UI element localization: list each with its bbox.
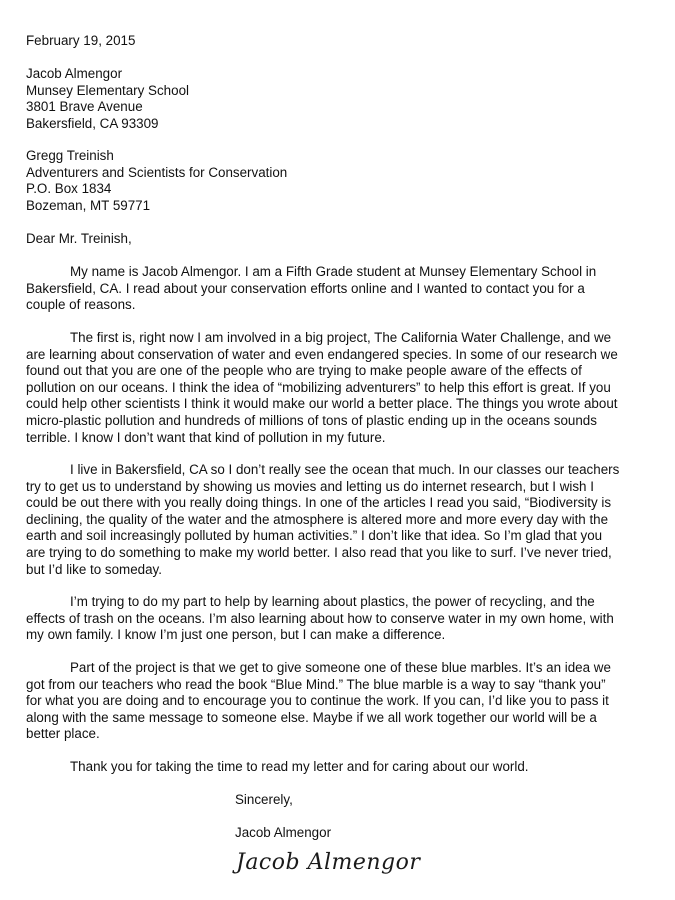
paragraph-line: could help other scientists I think it would make our world a better place. The things you wrote about [26, 396, 618, 412]
signer-name: Jacob Almengor [235, 825, 332, 840]
paragraph-line: are trying to do something to make my world better. I also read that you like to surf. I’ve never tried, [26, 544, 612, 560]
paragraph-line: but I’d like to someday. [26, 561, 162, 577]
recipient-line: Bozeman, MT 59771 [26, 197, 151, 213]
recipient-address [26, 148, 656, 214]
paragraph-line: I’m trying to do my part to help by learning about plastics, the power of recycling, and the [70, 594, 595, 609]
sender-line: Jacob Almengor [26, 66, 123, 81]
paragraph-line: found out that you are one of the people who are trying to make people aware of the effects of [26, 363, 582, 379]
paragraph-line: effects of trash on the oceans. I’m also learning about how to conserve water in my own home, with [26, 610, 614, 626]
paragraph-line: for what you are doing and to encourage you to continue the work. If you can, I’d like you to pass it [26, 693, 609, 709]
paragraph-introduction [26, 264, 656, 314]
recipient-line: Gregg Treinish [26, 148, 114, 163]
paragraph-thank-you [26, 759, 656, 776]
paragraph-blue-marble [26, 660, 656, 743]
recipient-line: P.O. Box 1834 [26, 181, 112, 197]
closing: Sincerely, [235, 792, 293, 807]
paragraph-line: my own family. I know I’m just one person, but I can make a difference. [26, 627, 446, 643]
sender-line: Bakersfield, CA 93309 [26, 115, 159, 131]
paragraph-line: earth and soil increasingly polluted by human activities.” I don’t like that idea. So I’m glad that you [26, 528, 603, 544]
paragraph-line: declining, the quality of the water and the atmosphere is altered more and more every day with the [26, 511, 609, 527]
letter-date: February 19, 2015 [26, 33, 136, 48]
salutation: Dear Mr. Treinish, [26, 231, 132, 246]
paragraph-line: pollution on our oceans. I think the idea of “mobilizing adventurers” to help this effort is great. If you [26, 379, 611, 395]
sender-line: 3801 Brave Avenue [26, 99, 143, 115]
paragraph-line: terrible. I know I don’t want that kind of pollution in my future. [26, 429, 386, 445]
paragraph-line: got from our teachers who read the book “Blue Mind.” The blue marble is a way to say “thank you” [26, 676, 606, 692]
paragraph-line: could be out there with you really doing things. In one of the articles I read you said, “Biodiversity is [26, 495, 612, 511]
paragraph-line: The first is, right now I am involved in a big project, The California Water Challenge, and we [70, 330, 612, 345]
recipient-line: Adventurers and Scientists for Conservation [26, 164, 288, 180]
paragraph-line: couple of reasons. [26, 297, 136, 313]
paragraph-line: better place. [26, 726, 100, 742]
paragraph-doing-my-part [26, 594, 656, 644]
paragraph-line: try to get us to understand by showing us movies and letting us do internet research, but I wish I [26, 478, 594, 494]
paragraph-line: Bakersfield, CA. I read about your conservation efforts online and I wanted to contact you for a [26, 280, 585, 296]
sender-address [26, 66, 656, 132]
paragraph-bakersfield [26, 462, 656, 578]
paragraph-line: Part of the project is that we get to give someone one of these blue marbles. It’s an idea we [70, 660, 611, 675]
paragraph-line: Thank you for taking the time to read my letter and for caring about our world. [70, 759, 529, 774]
paragraph-line: micro-plastic pollution and hundreds of millions of tons of plastic ending up in the oceans sounds [26, 412, 597, 428]
paragraph-line: My name is Jacob Almengor. I am a Fifth Grade student at Munsey Elementary School in [70, 264, 597, 279]
sender-line: Munsey Elementary School [26, 82, 189, 98]
paragraph-line: are learning about conservation of water and even endangered species. In some of our research we [26, 346, 618, 362]
paragraph-water-challenge [26, 330, 656, 446]
handwritten-signature: Jacob Almengor [236, 850, 421, 875]
paragraph-line: I live in Bakersfield, CA so I don’t really see the ocean that much. In our classes our teachers [70, 462, 620, 477]
paragraph-line: along with the same message to someone else. Maybe if we all work together our world will be a [26, 709, 597, 725]
